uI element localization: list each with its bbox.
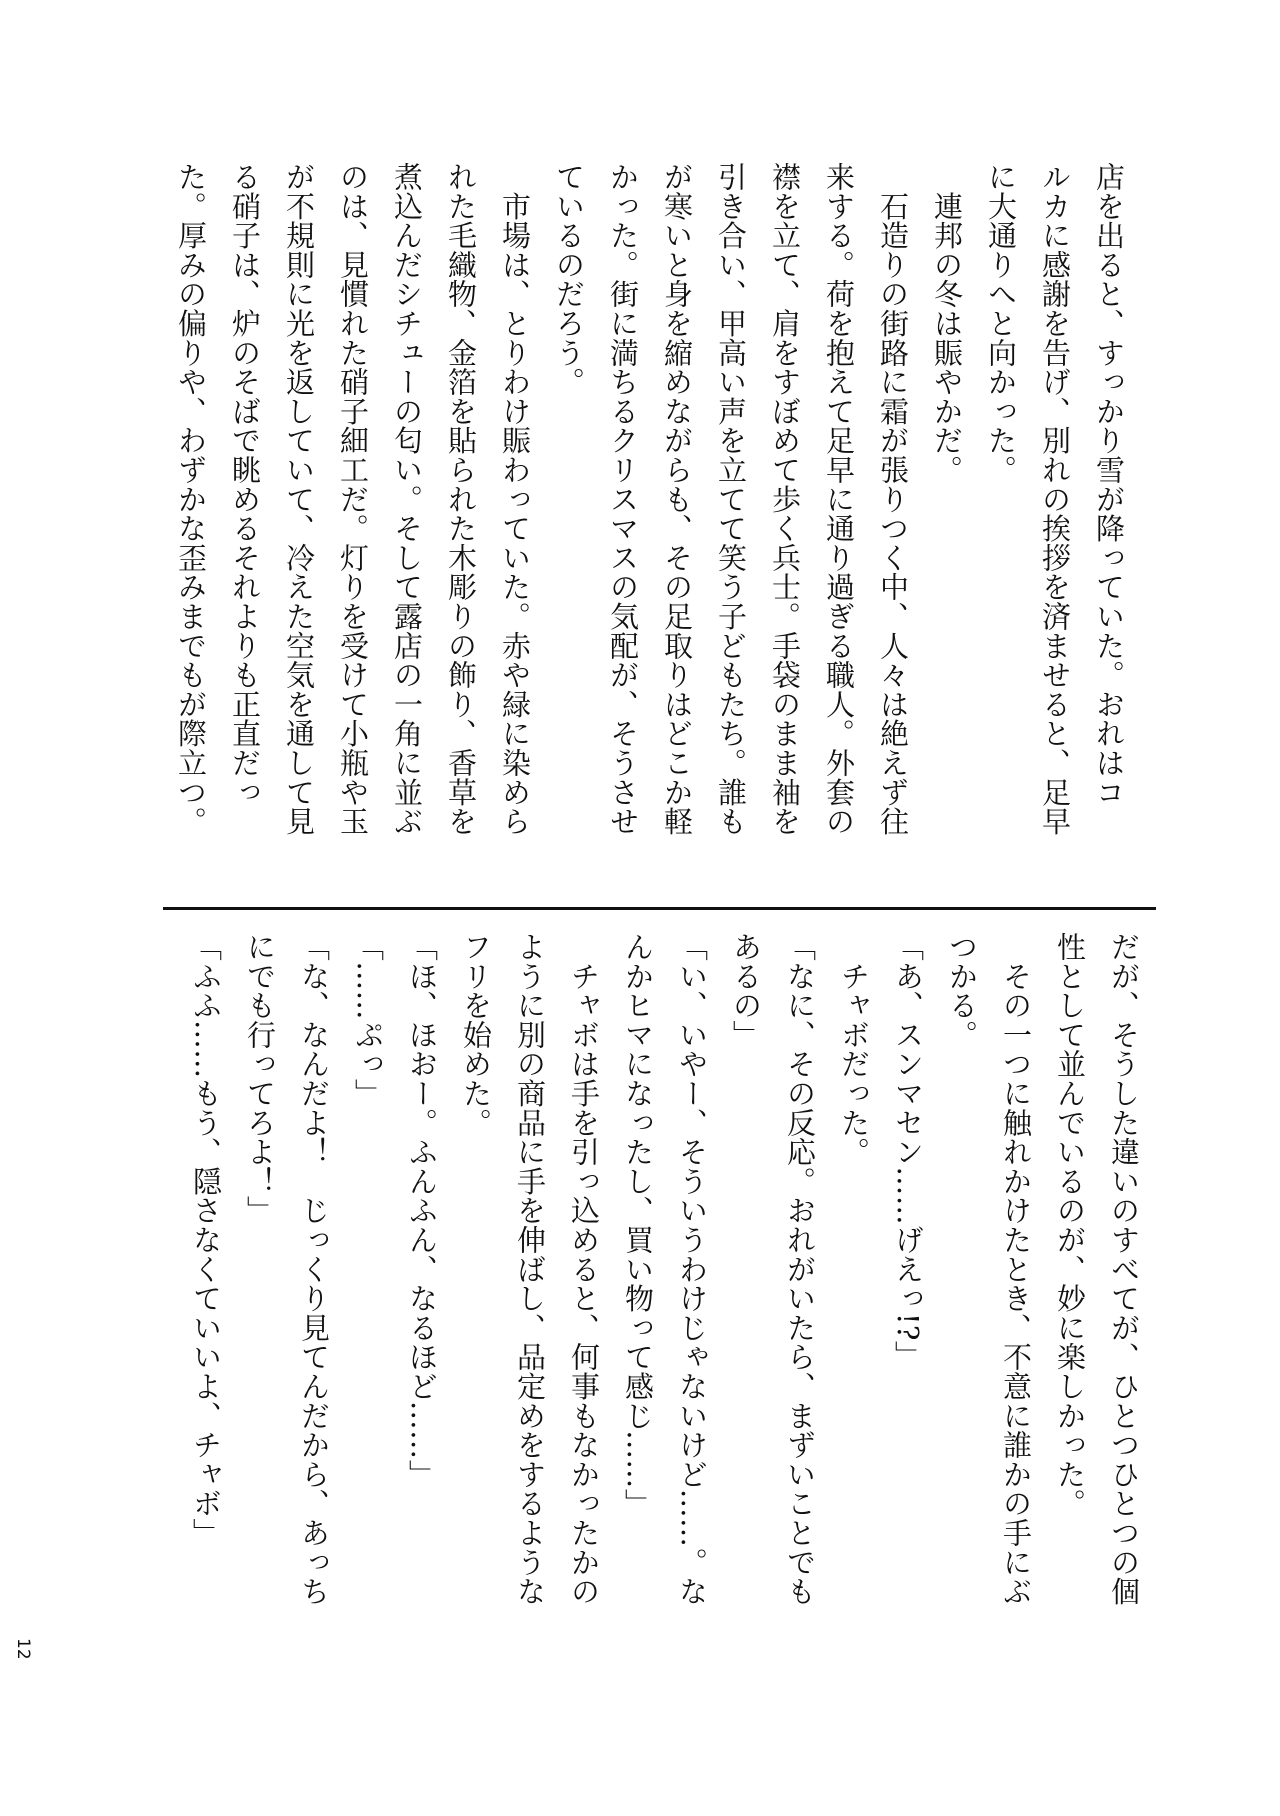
text-column: フリを始めた。 xyxy=(459,932,493,1138)
text-column: 「い、いやー、そういうわけじゃないけど……。な xyxy=(675,932,709,1606)
text-column: だが、そうした違いのすべてが、ひとつひとつの個 xyxy=(1107,932,1141,1606)
text-column: 「……ぷっ」 xyxy=(351,932,385,1108)
text-column: 「なに、その反応。おれがいたら、まずいことでも xyxy=(783,932,817,1606)
text-column: 来する。荷を抱えて足早に通り過ぎる職人。外套の xyxy=(822,162,856,836)
text-column: あるの」 xyxy=(729,932,763,1050)
text-column: その一つに触れかけたとき、不意に誰かの手にぶ xyxy=(999,932,1033,1606)
text-column: 「ふふ……もう、隠さなくていいよ、チャボ」 xyxy=(189,932,223,1548)
text-column: にでも行ってろよ！」 xyxy=(243,932,277,1225)
text-column: ているのだろう。 xyxy=(552,162,586,397)
text-column: 「ほ、ほおー。ふんふん、なるほど……」 xyxy=(405,932,439,1489)
text-column: 「あ、スンマセン……げえっ!?」 xyxy=(891,932,925,1371)
text-column: ように別の商品に手を伸ばし、品定めをするような xyxy=(513,932,547,1606)
upper-text-block xyxy=(164,162,1136,852)
page-number: 12 xyxy=(13,1638,33,1660)
text-column: に大通りへと向かった。 xyxy=(984,162,1018,485)
text-column: 煮込んだシチューの匂い。そして露店の一角に並ぶ xyxy=(390,162,424,836)
text-column: ルカに感謝を告げ、別れの挨拶を済ませると、足早 xyxy=(1038,162,1072,836)
section-divider xyxy=(163,907,1156,910)
text-column: 連邦の冬は賑やかだ。 xyxy=(930,162,964,485)
text-column: る硝子は、炉のそばで眺めるそれよりも正直だっ xyxy=(228,162,262,807)
text-column: 「な、なんだよ！ じっくり見てんだから、あっち xyxy=(297,932,331,1606)
text-column: 市場は、とりわけ賑わっていた。赤や緑に染めら xyxy=(498,162,532,836)
text-column: れた毛織物、金箔を貼られた木彫りの飾り、香草を xyxy=(444,162,478,836)
text-column: 店を出ると、すっかり雪が降っていた。おれはコ xyxy=(1092,162,1126,807)
text-column: 襟を立て、肩をすぼめて歩く兵士。手袋のまま袖を xyxy=(768,162,802,836)
lower-text-block xyxy=(179,932,1151,1632)
text-column: が寒いと身を縮めながらも、その足取りはどこか軽 xyxy=(660,162,694,836)
text-column: 性として並んでいるのが、妙に楽しかった。 xyxy=(1053,932,1087,1518)
text-column: かった。街に満ちるクリスマスの気配が、そうさせ xyxy=(606,162,640,836)
text-column: んかヒマになったし、買い物って感じ……」 xyxy=(621,932,655,1518)
text-column: た。厚みの偏りや、わずかな歪みまでもが際立つ。 xyxy=(174,162,208,836)
text-column: 石造りの街路に霜が張りつく中、人々は絶えず往 xyxy=(876,162,910,836)
text-column: 引き合い、甲高い声を立てて笑う子どもたち。誰も xyxy=(714,162,748,836)
text-column: チャボは手を引っ込めると、何事もなかったかの xyxy=(567,932,601,1606)
text-column: のは、見慣れた硝子細工だ。灯りを受けて小瓶や玉 xyxy=(336,162,370,836)
text-column: チャボだった。 xyxy=(837,932,871,1167)
text-column: つかる。 xyxy=(945,932,979,1050)
text-column: が不規則に光を返していて、冷えた空気を通して見 xyxy=(282,162,316,836)
